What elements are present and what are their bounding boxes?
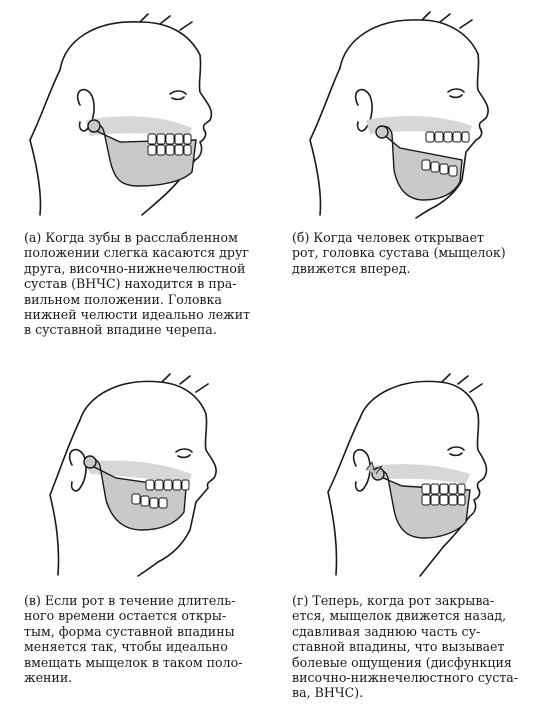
figure-c-head-open-long [20,370,270,580]
caption-c: (в) Если рот в течение длитель- ного времени остается откры- тым, форма суставной впадины меняется так, чтобы идеально вмещать мыщелок в таком поло- жении. [24,593,243,686]
head-profile-illustration [290,370,540,580]
head-profile-illustration [20,370,270,580]
head-profile-illustration [20,10,270,220]
figure-a-head-closed-mouth [20,10,270,220]
caption-d: (г) Теперь, когда рот закрыва- ется, мыщелок движется назад, сдавливая заднюю часть су- ставной впадины, что вызывает болевые ощущения (дисфункция височно-нижнечелюстного суста- ва, ВНЧС). [292,593,519,701]
head-profile-illustration [290,10,540,220]
figure-d-head-closed-pain [290,370,540,580]
caption-b: (б) Когда человек открывает рот, головка сустава (мыщелок) движется вперед. [292,230,506,276]
caption-a: (а) Когда зубы в расслабленном положении слегка касаются друг друга, височно-нижнечелюстной сустав (ВНЧС) находится в пра- вильном положении. Головка нижней челюсти идеально лежит в суставной впадине черепа. [24,230,251,338]
figure-b-head-open-mouth [290,10,540,220]
